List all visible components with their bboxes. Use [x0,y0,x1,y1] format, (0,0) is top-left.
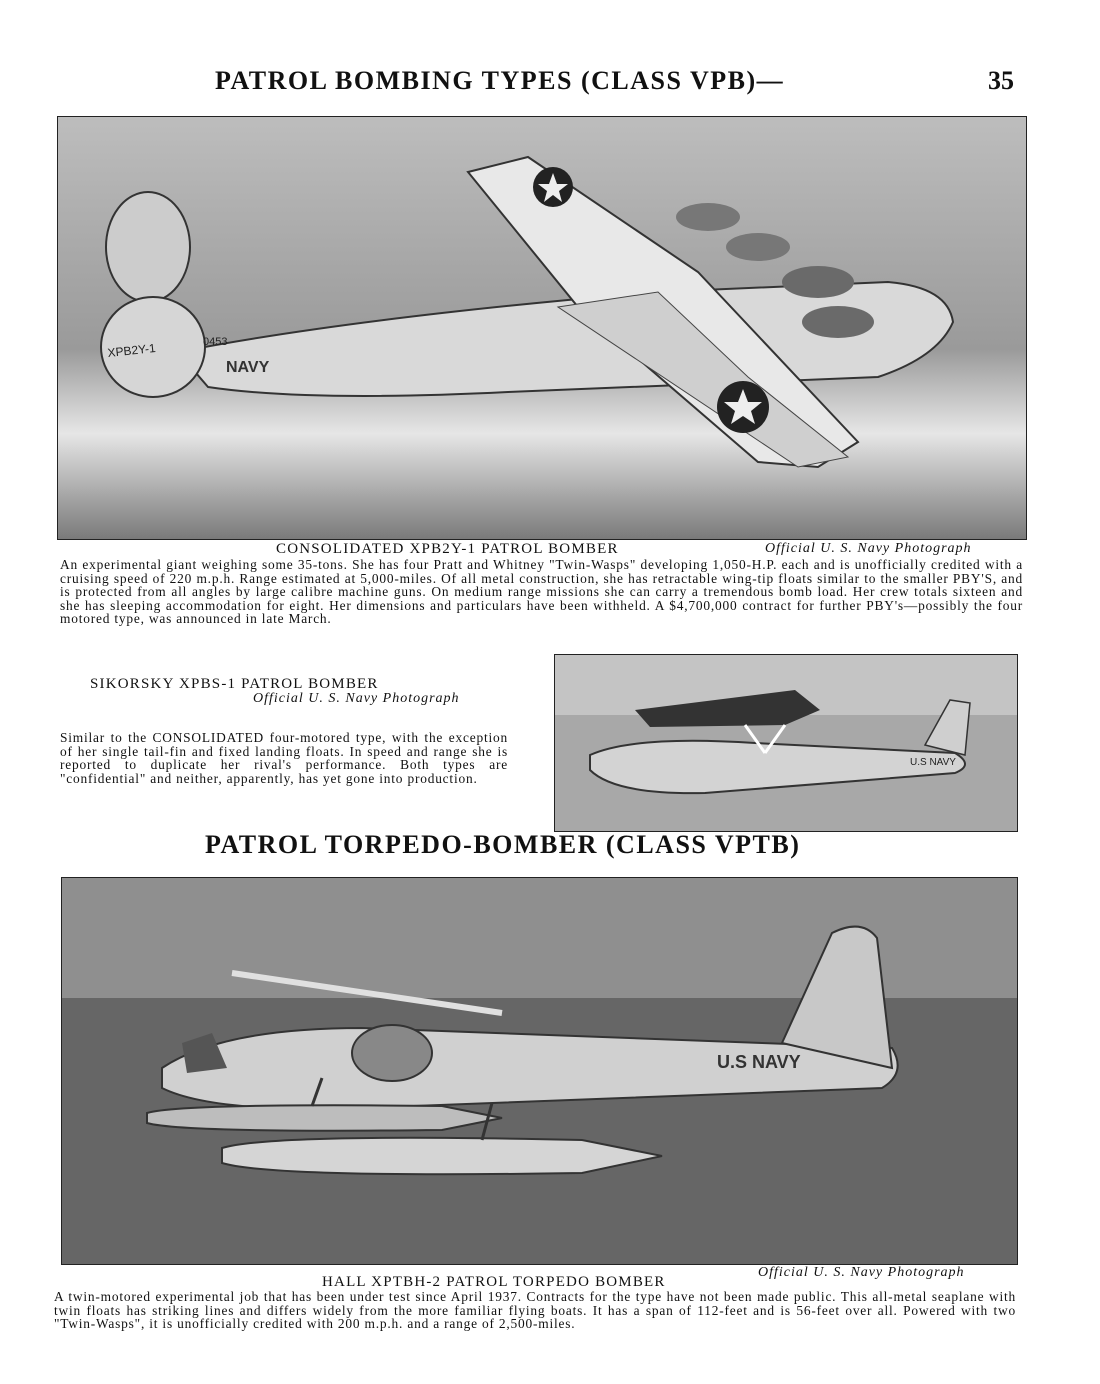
photo1-caption: CONSOLIDATED XPB2Y-1 PATROL BOMBER [276,541,619,557]
section-title-vptb: PATROL TORPEDO-BOMBER (CLASS VPTB) [205,830,801,859]
photo1-description: An experimental giant weighing some 35-tons. She has four Pratt and Whitney "Twin-Wasps" developing 1,050-H.P. each and is unofficially credited with a cruising speed of 220 m.p.h. Range estimated at 5,000-miles. Of all metal construction, she has retractable wing-tip floats similar to the smaller PBY'S, and is protected from all angles by large calibre machine guns. On medium range missions she can carry a tremendous bomb load. Her crew totals sixteen and she has sleeping accommodation for eight. Her dimensions and particulars have been withheld. A $4,700,000 contract for further PBY's—possibly the four motored type, was announced in late March. [60,557,1023,627]
photo3-credit: Official U. S. Navy Photograph [758,1265,965,1280]
photo-hall-xptbh2 [61,877,1018,1265]
photo2-credit: Official U. S. Navy Photograph [253,691,460,706]
hull-marking-usnavy: U.S NAVY [910,757,956,768]
photo3-description: A twin-motored experimental job that has been under test since April 1937. Contracts for the type have not been made public. This all-metal seaplane with twin floats has striking lines and differs widely from the more familiar flying boats. It has a span of 112-feet and is 56-feet over all. Powered with two "Twin-Wasps", it is unofficially credited with 200 m.p.h. and a range of 2,500-miles. [54,1289,1016,1332]
photo2-caption: SIKORSKY XPBS-1 PATROL BOMBER [90,676,379,692]
page-header-title: PATROL BOMBING TYPES (CLASS VPB)— [215,66,785,95]
photo3-caption: HALL XPTBH-2 PATROL TORPEDO BOMBER [322,1274,666,1290]
photo2-description: Similar to the CONSOLIDATED four-motored type, with the exception of her single tail-fin and fixed landing floats. In speed and range she is reported to duplicate her rival's performance. Both types are "confidential" and neither, apparently, has yet gone into production. [60,730,508,786]
fuselage-marking-usnavy: U.S NAVY [717,1052,801,1072]
tail-marking-1: XPB2Y-1 [106,341,157,360]
hull-marking-navy: NAVY [226,359,270,376]
photo-consolidated-xpb2y1 [57,116,1027,540]
page-number: 35 [988,66,1014,95]
photo-sikorsky-xpbs1 [554,654,1018,832]
photo1-credit: Official U. S. Navy Photograph [765,541,972,556]
tail-marking-2: 0453 [203,336,228,348]
